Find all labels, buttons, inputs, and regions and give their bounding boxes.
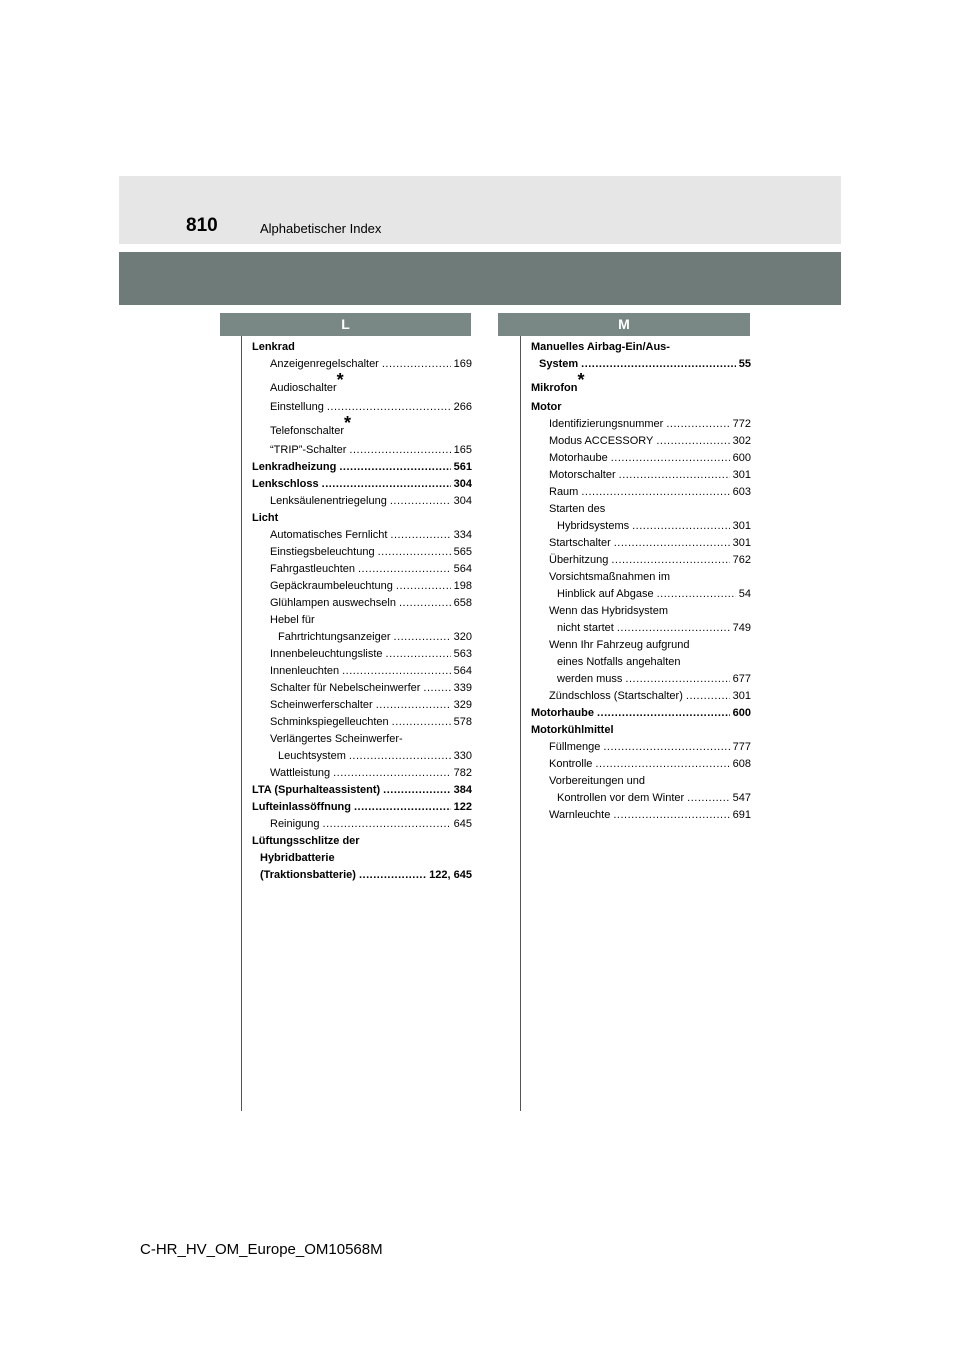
- leader-dots: [339, 459, 450, 476]
- index-entry: [252, 399, 472, 416]
- index-entry-page: 565: [453, 546, 472, 558]
- index-entry-page: 578: [453, 716, 472, 728]
- index-entry-term: Einstiegsbeleuchtung: [270, 546, 375, 558]
- leader-dots: [666, 416, 729, 433]
- leader-dots: [613, 807, 729, 824]
- index-entry: [252, 799, 472, 816]
- index-entry-page: 564: [453, 563, 472, 575]
- index-entry: [252, 646, 472, 663]
- index-entry-page: 777: [732, 741, 751, 753]
- index-entry: [252, 356, 472, 373]
- index-entry-continuation: Hebel für: [270, 614, 315, 626]
- section-banner: [119, 252, 841, 305]
- section-title: Alphabetischer Index: [260, 221, 382, 236]
- index-entry: [252, 748, 472, 765]
- index-entry-term: Licht: [252, 512, 279, 524]
- index-entry-term: Lufteinlassöffnung: [252, 801, 351, 813]
- leader-dots: [595, 756, 729, 773]
- index-entry: [531, 620, 751, 637]
- index-entry: [531, 790, 751, 807]
- index-entry: [531, 705, 751, 722]
- index-entry-page: 301: [732, 537, 751, 549]
- index-entry-starred: [252, 370, 472, 397]
- index-entry-term: Warnleuchte: [549, 809, 611, 821]
- index-entry-term: Innenbeleuchtungsliste: [270, 648, 383, 660]
- index-entry-page: 54: [738, 588, 751, 600]
- index-entry-page: 561: [453, 461, 472, 473]
- footnote-star-icon: *: [344, 413, 352, 433]
- index-entry-term: Lenkradheizung: [252, 461, 337, 473]
- leader-dots: [611, 552, 729, 569]
- index-entry-continuation: Wenn das Hybridsystem: [549, 605, 669, 617]
- index-entry-page: 603: [732, 486, 751, 498]
- index-entry-starred: [531, 370, 751, 397]
- leader-dots: [657, 586, 736, 603]
- column-rule-left: [241, 336, 242, 1111]
- index-entry-term: Zündschloss (Startschalter): [549, 690, 683, 702]
- leader-dots: [399, 595, 451, 612]
- index-entry-page: 301: [732, 690, 751, 702]
- column-rule-right: [520, 336, 521, 1111]
- index-entry: [252, 476, 472, 493]
- index-entry-continuation: Wenn Ihr Fahrzeug aufgrund: [549, 639, 690, 651]
- index-entry-page: 334: [453, 529, 472, 541]
- index-entry-page: 330: [453, 750, 472, 762]
- index-entry-starred: [252, 413, 472, 440]
- index-entry-term: Hinblick auf Abgase: [557, 588, 654, 600]
- index-entry-term: Fahrtrichtungsanzeiger: [278, 631, 391, 643]
- index-entry-term: Motor: [531, 401, 562, 413]
- index-entry-continuation: Vorsichtsmaßnahmen im: [549, 571, 671, 583]
- index-entry-term: Motorhaube: [549, 452, 608, 464]
- index-entry-term: (Traktionsbatterie): [260, 869, 356, 881]
- index-entry-page: 600: [732, 452, 751, 464]
- index-entry: [531, 416, 751, 433]
- index-entry: [531, 339, 751, 356]
- index-entry-term: Identifizierungsnummer: [549, 418, 664, 430]
- index-entry-term: Telefonschalter: [270, 425, 344, 437]
- leader-dots: [392, 714, 451, 731]
- index-entry: [252, 459, 472, 476]
- leader-dots: [322, 476, 451, 493]
- index-entry-term: Mikrofon: [531, 382, 578, 394]
- index-entry-page: 645: [453, 818, 472, 830]
- index-entry: [531, 433, 751, 450]
- index-entry-term: Motorschalter: [549, 469, 616, 481]
- leader-dots: [354, 799, 451, 816]
- leader-dots: [656, 433, 729, 450]
- index-entry: [531, 535, 751, 552]
- index-entry: [531, 671, 751, 688]
- index-entry-page: 658: [453, 597, 472, 609]
- index-entry-continuation: Starten des: [549, 503, 606, 515]
- index-entry-term: Startschalter: [549, 537, 611, 549]
- index-entry: [252, 663, 472, 680]
- index-entry: [252, 595, 472, 612]
- index-entry-term: Glühlampen auswechseln: [270, 597, 396, 609]
- leader-dots: [333, 765, 451, 782]
- index-entry: [252, 339, 472, 356]
- index-entry: [252, 544, 472, 561]
- header-band: [119, 176, 841, 244]
- leader-dots: [323, 816, 451, 833]
- leader-dots: [378, 544, 451, 561]
- index-entry-term: Leuchtsystem: [278, 750, 346, 762]
- index-entry: [252, 833, 472, 850]
- footnote-star-icon: *: [577, 370, 585, 390]
- index-entry-term: Motorkühlmittel: [531, 724, 614, 736]
- index-entry-page: 608: [732, 758, 751, 770]
- index-entry: [252, 697, 472, 714]
- index-entry-page: 266: [453, 401, 472, 413]
- index-entry-term: Einstellung: [270, 401, 324, 413]
- letter-heading-l: L: [220, 313, 471, 336]
- footnote-star-icon: *: [336, 370, 344, 390]
- index-entry-continuation: Verlängertes Scheinwerfer-: [270, 733, 403, 745]
- index-entry-page: 169: [453, 358, 472, 370]
- index-entry-page: 600: [732, 707, 751, 719]
- leader-dots: [632, 518, 730, 535]
- index-column-m: [531, 339, 751, 824]
- document-code: C-HR_HV_OM_Europe_OM10568M: [140, 1241, 383, 1258]
- leader-dots: [617, 620, 730, 637]
- index-entry: [252, 867, 472, 884]
- index-entry-term: werden muss: [557, 673, 623, 685]
- index-entry: [531, 688, 751, 705]
- leader-dots: [376, 697, 451, 714]
- index-entry: [252, 510, 472, 527]
- index-entry: [531, 722, 751, 739]
- index-entry-continuation: Hybridbatterie: [260, 852, 335, 864]
- index-entry-term: Kontrollen vor dem Winter: [557, 792, 685, 804]
- leader-dots: [603, 739, 729, 756]
- leader-dots: [383, 782, 450, 799]
- leader-dots: [581, 356, 736, 373]
- index-entry-page: 198: [453, 580, 472, 592]
- leader-dots: [597, 705, 730, 722]
- index-entry-page: 55: [738, 358, 751, 370]
- index-entry-term: Hybridsystems: [557, 520, 630, 532]
- index-entry-page: 564: [453, 665, 472, 677]
- index-entry-page: 320: [453, 631, 472, 643]
- index-entry: [531, 399, 751, 416]
- index-entry-term: Schalter für Nebelscheinwerfer: [270, 682, 421, 694]
- index-entry-page: 329: [453, 699, 472, 711]
- index-entry-page: 772: [732, 418, 751, 430]
- index-entry-term: Schminkspiegelleuchten: [270, 716, 389, 728]
- leader-dots: [625, 671, 729, 688]
- index-entry-term: Lenksäulenentriegelung: [270, 495, 387, 507]
- index-entry-page: 304: [453, 495, 472, 507]
- index-entry: [531, 484, 751, 501]
- index-entry-page: 304: [453, 478, 472, 490]
- letter-heading-m: M: [498, 313, 750, 336]
- index-entry-term: Audioschalter: [270, 382, 337, 394]
- leader-dots: [349, 748, 451, 765]
- index-entry-term: Scheinwerferschalter: [270, 699, 373, 711]
- index-entry-page: 302: [732, 435, 751, 447]
- index-entry: [252, 493, 472, 510]
- index-entry-term: Manuelles Airbag-Ein/Aus-: [531, 341, 670, 353]
- leader-dots: [342, 663, 451, 680]
- index-entry: [252, 442, 472, 459]
- index-entry-page: 301: [732, 520, 751, 532]
- index-entry: [252, 527, 472, 544]
- index-entry-term: Überhitzung: [549, 554, 609, 566]
- leader-dots: [390, 527, 450, 544]
- index-entry-page: 749: [732, 622, 751, 634]
- leader-dots: [349, 442, 450, 459]
- leader-dots: [619, 467, 730, 484]
- index-entry-page: 563: [453, 648, 472, 660]
- index-column-l: [252, 339, 472, 884]
- index-entry-term: Raum: [549, 486, 579, 498]
- index-entry-term: Wattleistung: [270, 767, 331, 779]
- index-entry: [252, 578, 472, 595]
- leader-dots: [382, 356, 451, 373]
- index-entry-continuation: eines Notfalls angehalten: [557, 656, 681, 668]
- leader-dots: [581, 484, 729, 501]
- index-entry-term: System: [539, 358, 579, 370]
- index-entry: [531, 756, 751, 773]
- index-entry: [531, 467, 751, 484]
- index-entry-page: 122, 645: [429, 869, 472, 881]
- index-entry: [252, 561, 472, 578]
- index-entry-page: 782: [453, 767, 472, 779]
- index-entry: [531, 518, 751, 535]
- index-entry-term: “TRIP”-Schalter: [270, 444, 347, 456]
- index-entry-page: 339: [453, 682, 472, 694]
- index-entry: [531, 807, 751, 824]
- leader-dots: [686, 688, 730, 705]
- leader-dots: [614, 535, 730, 552]
- index-entry-term: Anzeigenregelschalter: [270, 358, 379, 370]
- index-entry: [252, 816, 472, 833]
- index-entry: [252, 782, 472, 799]
- page-number: 810: [186, 215, 218, 236]
- index-entry-continuation: Vorbereitungen und: [549, 775, 646, 787]
- index-entry-term: Automatisches Fernlicht: [270, 529, 388, 541]
- leader-dots: [390, 493, 451, 510]
- index-entry-term: Lenkschloss: [252, 478, 319, 490]
- index-entry-page: 301: [732, 469, 751, 481]
- index-entry: [252, 680, 472, 697]
- index-entry: [252, 714, 472, 731]
- index-entry-page: 547: [732, 792, 751, 804]
- index-entry-term: Lüftungsschlitze der: [252, 835, 360, 847]
- index-entry: [252, 765, 472, 782]
- index-entry-term: Modus ACCESSORY: [549, 435, 654, 447]
- index-entry: [531, 552, 751, 569]
- index-entry-page: 122: [453, 801, 472, 813]
- index-entry-page: 691: [732, 809, 751, 821]
- index-entry-term: Kontrolle: [549, 758, 593, 770]
- index-entry: [531, 450, 751, 467]
- index-entry-term: LTA (Spurhalteassistent): [252, 784, 381, 796]
- index-entry-term: Lenkrad: [252, 341, 295, 353]
- index-entry-page: 384: [453, 784, 472, 796]
- index-entry: [531, 586, 751, 603]
- leader-dots: [386, 646, 451, 663]
- leader-dots: [611, 450, 730, 467]
- index-entry: [252, 629, 472, 646]
- index-entry-term: Reinigung: [270, 818, 320, 830]
- index-entry-page: 762: [732, 554, 751, 566]
- index-entry-term: Innenleuchten: [270, 665, 340, 677]
- leader-dots: [394, 629, 451, 646]
- index-entry-page: 677: [732, 673, 751, 685]
- index-entry-page: 165: [453, 444, 472, 456]
- index-entry-term: Gepäckraumbeleuchtung: [270, 580, 393, 592]
- index-entry-term: Füllmenge: [549, 741, 601, 753]
- leader-dots: [358, 561, 451, 578]
- index-entry-term: nicht startet: [557, 622, 614, 634]
- index-entry: [531, 356, 751, 373]
- index-entry: [531, 739, 751, 756]
- leader-dots: [359, 867, 426, 884]
- leader-dots: [423, 680, 450, 697]
- leader-dots: [396, 578, 451, 595]
- leader-dots: [687, 790, 729, 807]
- index-entry-term: Fahrgastleuchten: [270, 563, 355, 575]
- index-entry-term: Motorhaube: [531, 707, 594, 719]
